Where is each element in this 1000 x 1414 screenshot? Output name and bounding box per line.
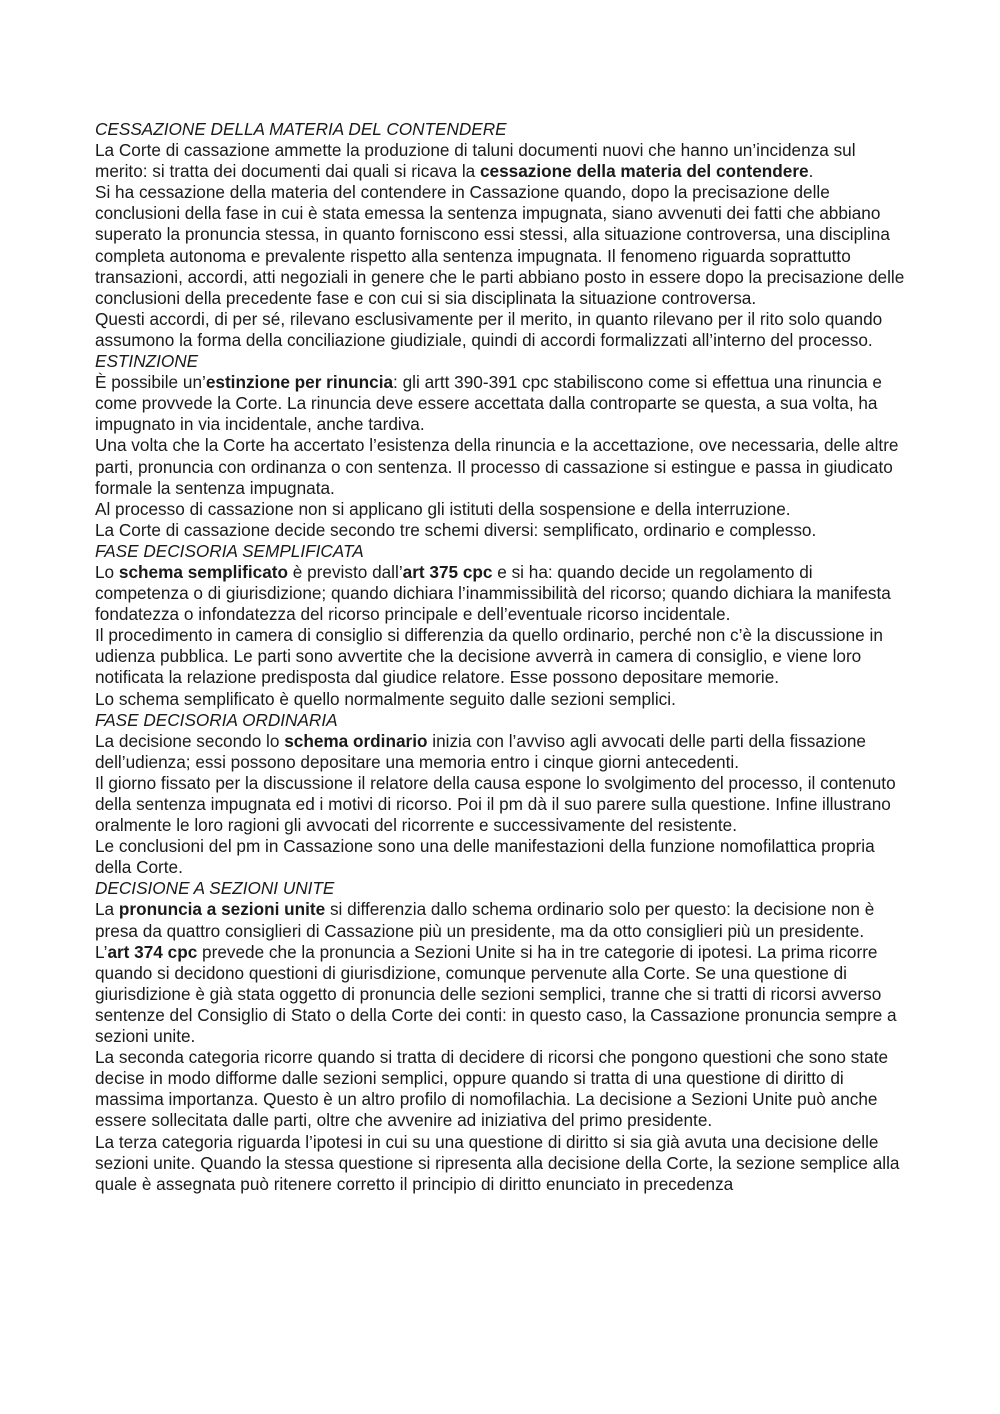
bold-term: cessazione della materia del contendere (479, 161, 809, 182)
section-heading: FASE DECISORIA ORDINARIA (95, 709, 338, 730)
section-heading: DECISIONE A SEZIONI UNITE (95, 878, 335, 899)
paragraph: Il procedimento in camera di consiglio si differenzia da quello ordinario, perché non c’è la discussione in udienza pubblica. Le parti sono avvertite che la decisione avverrà in camera di consiglio, e viene loro notificata la relazione predisposta dal giudice relatore. Esse possono depositare memorie. (95, 625, 883, 688)
paragraph: Lo schema semplificato è quello normalmente seguito dalle sezioni semplici. (95, 688, 676, 709)
paragraph: La Corte di cassazione decide secondo tre schemi diversi: semplificato, ordinario e complesso. (95, 519, 817, 540)
paragraph: Si ha cessazione della materia del contendere in Cassazione quando, dopo la precisazione delle conclusioni della fase in cui è stata emessa la sentenza impugnata, siano avvenuti dei fatti che abbiano superato la pronuncia stessa, in quanto forniscono essi stessi, alla situazione controversa, una disciplina completa autonoma e prevalente rispetto alla sentenza impugnata. Il fenomeno riguarda soprattutto transazioni, accordi, atti negoziali in genere che le parti abbiano posto in essere dopo la precisazione delle conclusioni della precedente fase e con cui si sia disciplinata la situazione controversa. (95, 182, 905, 308)
bold-term: estinzione per rinuncia (205, 372, 394, 393)
paragraph: La pronuncia a sezioni unite si differenzia dallo schema ordinario solo per questo: la decisione non è presa da quattro consiglieri di Cassazione più un presidente, ma da otto consiglieri più un presidente. (95, 899, 875, 941)
paragraph: Al processo di cassazione non si applicano gli istituti della sospensione e della interruzione. (95, 498, 791, 519)
paragraph: La decisione secondo lo schema ordinario inizia con l’avviso agli avvocati delle parti della fissazione dell’udienza; essi possono depositare una memoria entro i cinque giorni antecedenti. (95, 730, 866, 772)
bold-term: schema semplificato (118, 561, 288, 582)
paragraph: L’art 374 cpc prevede che la pronuncia a Sezioni Unite si ha in tre categorie di ipotesi. La prima ricorre quando si decidono questioni di giurisdizione, comunque pervenute alla Corte. Se una questione di giurisdizione è già stata oggetto di pronuncia delle sezioni semplici, tranne che si tratti di ricorsi avverso sentenze del Consiglio di Stato o della Corte dei conti: in questo caso, la Cassazione pronuncia sempre a sezioni unite. (95, 941, 897, 1047)
paragraph: Questi accordi, di per sé, rilevano esclusivamente per il merito, in quanto rilevano per il rito solo quando assumono la forma della conciliazione giudiziale, quindi di accordi formalizzati all’interno del processo. (95, 308, 883, 350)
paragraph: Il giorno fissato per la discussione il relatore della causa espone lo svolgimento del processo, il contenuto della sentenza impugnata ed i motivi di ricorso. Poi il pm dà il suo parere sulla questione. Infine illustrano oralmente le loro ragioni gli avvocati del ricorrente e successivamente del resistente. (95, 772, 896, 836)
bold-term: pronuncia a sezioni unite (118, 899, 326, 920)
bold-term: art 375 cpc (402, 561, 493, 582)
bold-term: schema ordinario (284, 730, 428, 751)
document-page (95, 119, 910, 1195)
paragraph: Lo schema semplificato è previsto dall’art 375 cpc e si ha: quando decide un regolamento di competenza o di giurisdizione; quando dichiara l’inammissibilità del ricorso; quando dichiara la manifesta fondatezza o infondatezza del ricorso principale e dell’eventuale ricorso incidentale. (95, 561, 891, 625)
section-heading: ESTINZIONE (95, 351, 199, 372)
paragraph: La seconda categoria ricorre quando si tratta di decidere di ricorsi che pongono questioni che sono state decise in modo difforme dalle sezioni semplici, oppure quando si tratta di una questione di diritto di massima importanza. Questo è un altro profilo di nomofilachia. La decisione a Sezioni Unite può anche essere sollecitata dalle parti, oltre che avvenire ad iniziativa del primo presidente. (95, 1047, 889, 1131)
bold-term: art 374 cpc (107, 941, 198, 962)
paragraph: Una volta che la Corte ha accertato l’esistenza della rinuncia e la accettazione, ove necessaria, delle altre parti, pronuncia con ordinanza o con sentenza. Il processo di cassazione si estingue e passa in giudicato formale la sentenza impugnata. (95, 435, 899, 498)
section-heading: CESSAZIONE DELLA MATERIA DEL CONTENDERE (95, 119, 507, 139)
paragraph: Le conclusioni del pm in Cassazione sono una delle manifestazioni della funzione nomofilattica propria della Corte. (95, 836, 875, 878)
section-heading: FASE DECISORIA SEMPLIFICATA (95, 540, 364, 561)
paragraph: È possibile un’estinzione per rinuncia: gli artt 390-391 cpc stabiliscono come si effettua una rinuncia e come provvede la Corte. La rinuncia deve essere accettata dalla controparte se questa, a sua volta, ha impugnato in via incidentale, anche tardiva. (95, 372, 882, 435)
paragraph: La terza categoria riguarda l’ipotesi in cui su una questione di diritto si sia già avuta una decisione delle sezioni unite. Quando la stessa questione si ripresenta alla decisione della Corte, la sezione semplice alla quale è assegnata può ritenere corretto il principio di diritto enunciato in precedenza (95, 1131, 900, 1194)
paragraph: La Corte di cassazione ammette la produzione di taluni documenti nuovi che hanno un’incidenza sul merito: si tratta dei documenti dai quali si ricava la cessazione della materia del contendere. (95, 140, 856, 182)
